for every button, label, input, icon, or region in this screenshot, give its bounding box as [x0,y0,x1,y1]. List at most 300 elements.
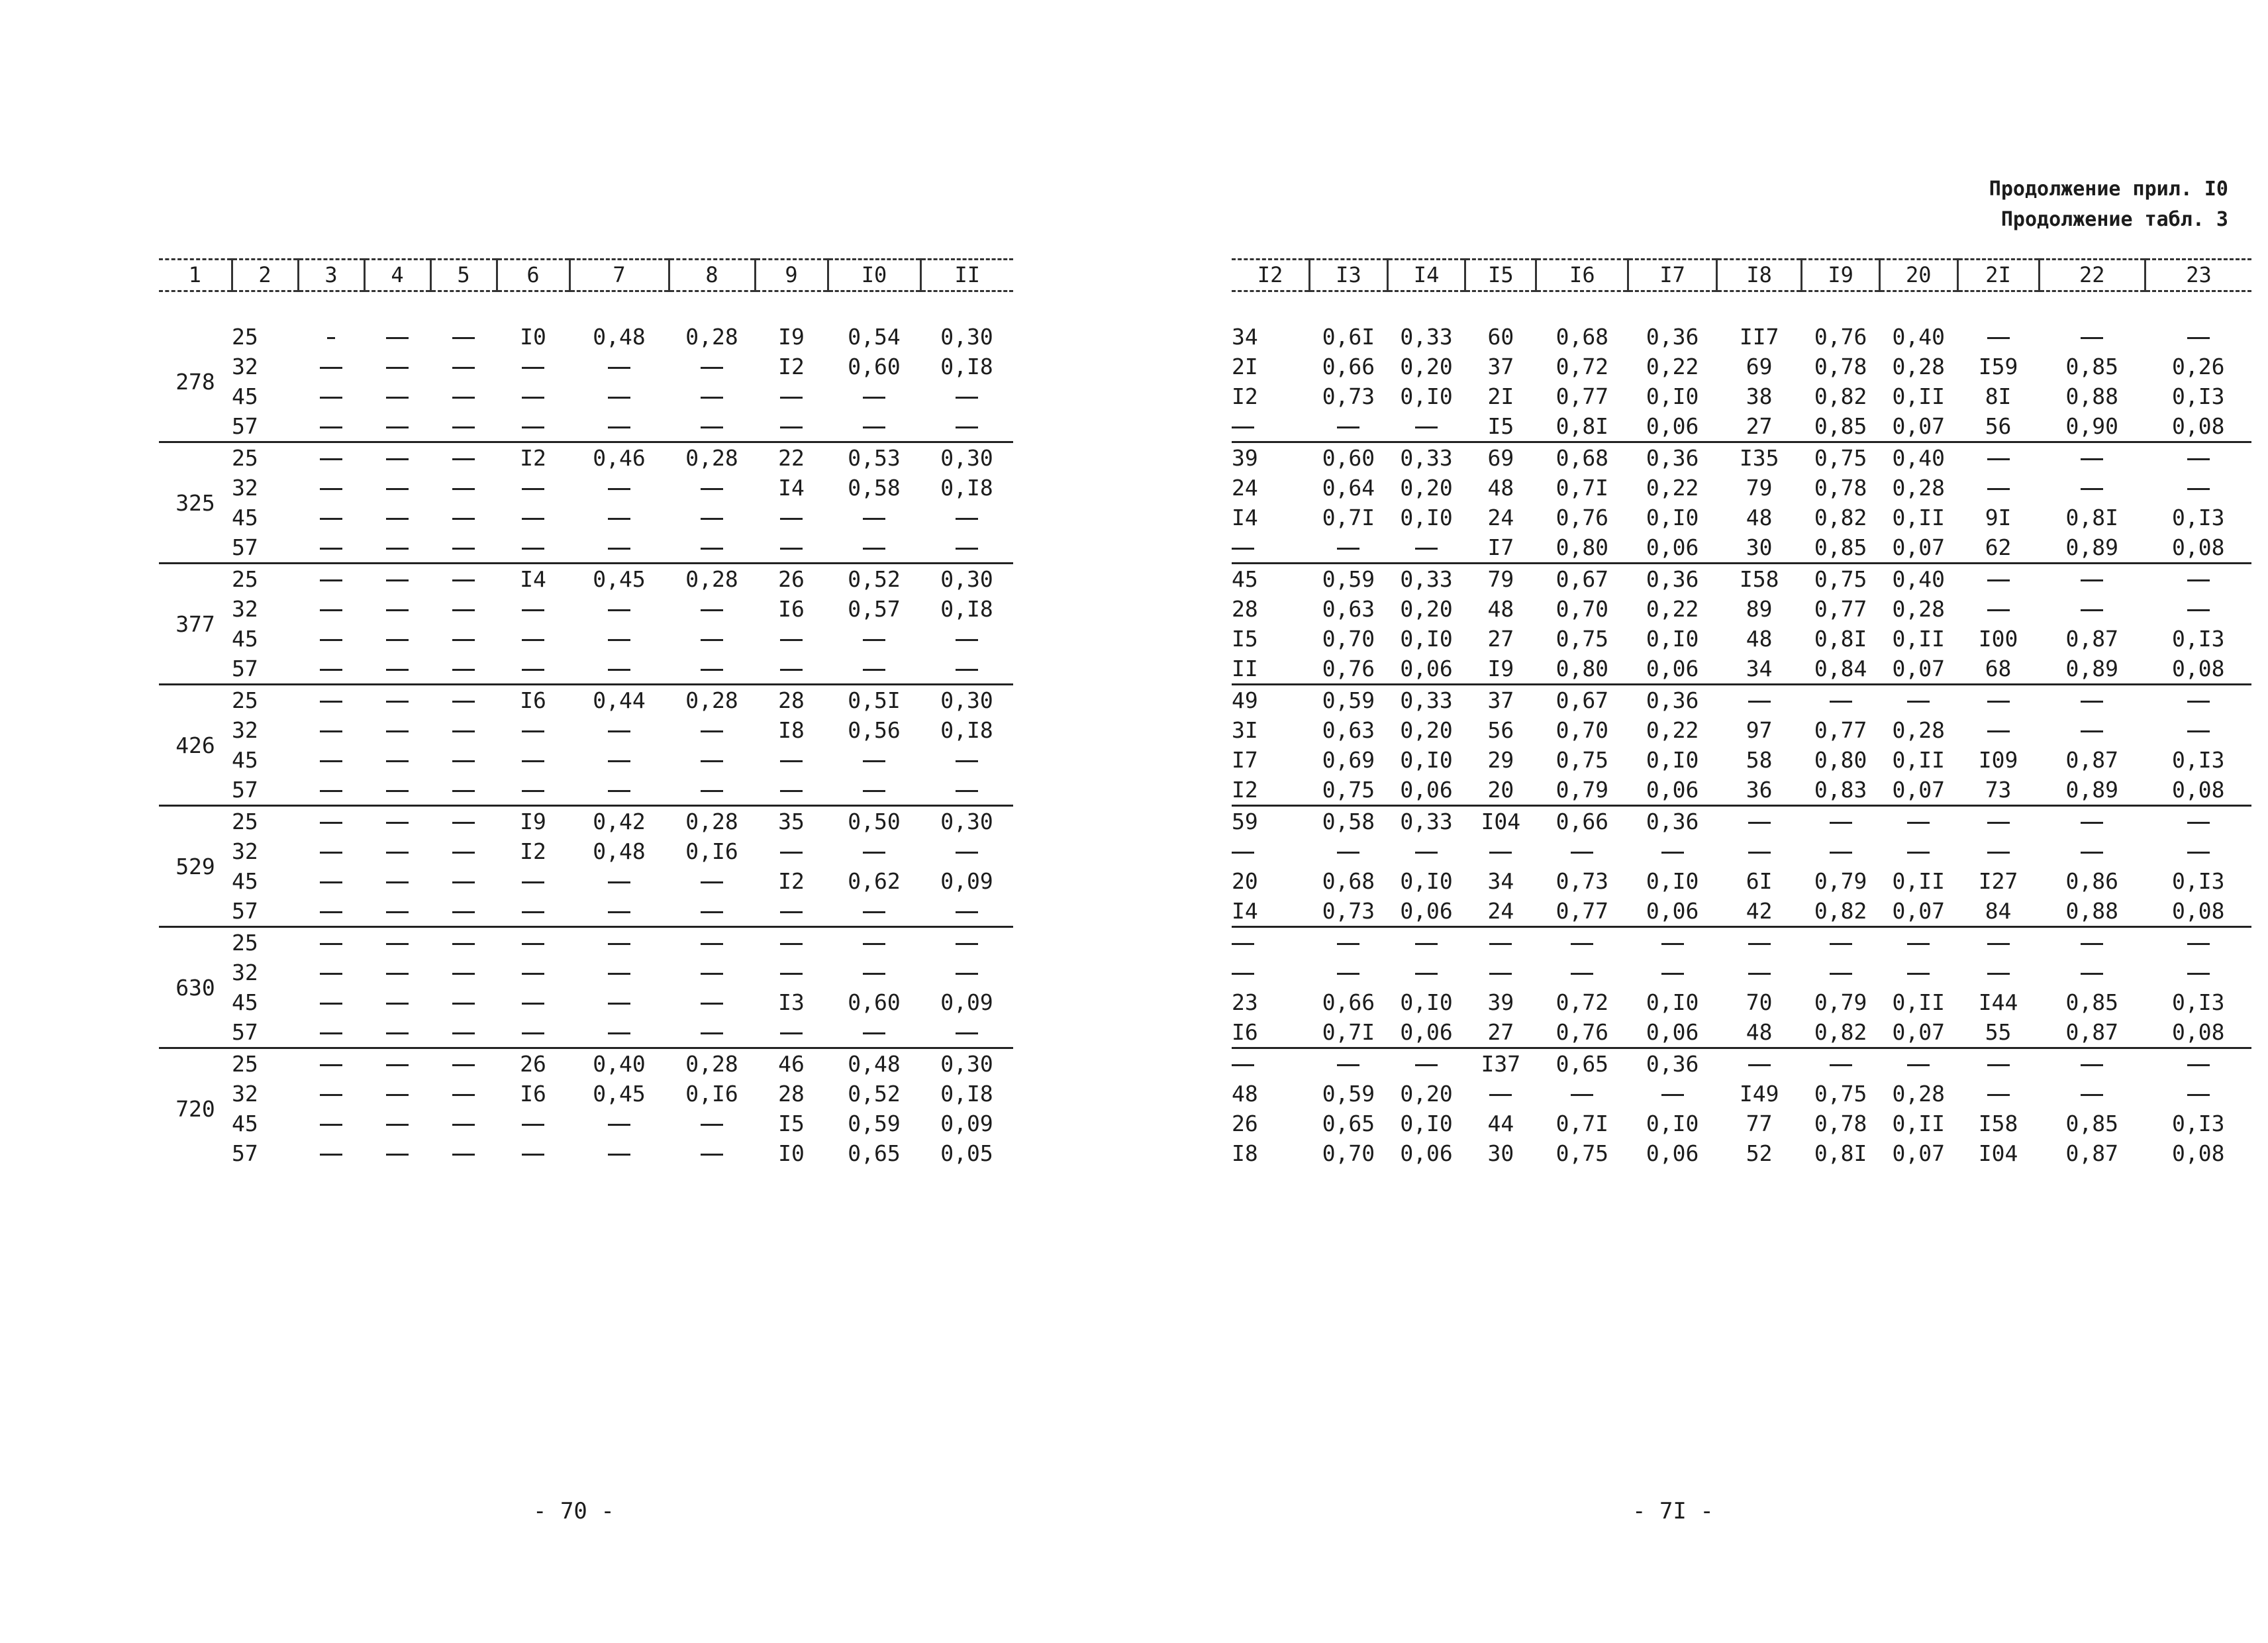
table-cell: 0,I0 [1646,626,1699,652]
page-number: - 70 - [533,1498,615,1524]
dash-mark [522,426,544,428]
dash-mark [452,548,475,550]
dash-mark [780,943,803,945]
table-cell [920,381,1013,411]
table-cell: 46 [755,1048,828,1079]
column-header: 2I [1957,260,2039,291]
table-cell [364,715,430,745]
page-number: - 7I - [1632,1498,1714,1524]
table-cell: 0,64 [1322,475,1375,501]
dash-mark [2187,579,2210,581]
dash-mark [2081,609,2103,611]
dash-mark [1748,822,1771,824]
dash-mark [386,1124,409,1126]
dash-mark [1337,852,1359,854]
table-row [159,473,1013,503]
dash-mark [863,548,885,550]
dash-mark [1232,943,1254,945]
table-row [1232,564,2251,595]
table-cell: 36 [1746,777,1773,803]
dash-mark [701,1124,723,1126]
left-header-row [159,260,1013,291]
dash-mark [320,1124,342,1126]
dash-mark [701,426,723,428]
table-cell: 0,52 [848,1081,901,1107]
table-cell [569,381,669,411]
table-cell [2039,836,2145,866]
column-header: 23 [2145,260,2251,291]
table-cell [2145,715,2251,745]
table-cell: 0,60 [1310,442,1388,473]
table-cell: 0,I3 [2171,626,2225,652]
table-cell [1387,411,1465,442]
table-cell: 0,40 [1879,442,1957,473]
table-cell: 35 [755,806,828,837]
table-cell [364,594,430,624]
dash-mark [1830,701,1852,703]
table-row [1232,473,2251,503]
table-cell [1465,927,1536,958]
dash-mark [320,367,342,369]
table-cell: 0,I0 [1646,989,1699,1015]
dash-mark [386,911,409,913]
table-cell [1957,958,2039,987]
table-cell: 0,I0 [1400,868,1453,894]
table-cell: 0,I0 [1646,747,1699,773]
dash-mark [386,852,409,854]
table-cell [2145,927,2251,958]
dash-mark [320,669,342,671]
dash-mark [956,426,978,428]
table-cell [430,564,497,595]
table-cell: 0,78 [1814,1111,1867,1136]
table-row [1232,866,2251,896]
table-cell [430,624,497,654]
table-cell [2039,564,2145,595]
table-cell [298,1138,364,1168]
table-cell: 0,07 [1892,656,1945,681]
dash-mark [956,973,978,975]
dash-mark [452,1124,475,1126]
diameter-label: 720 [159,1048,232,1169]
table-row [1232,624,2251,654]
dash-mark [386,669,409,671]
table-cell: 9I [1985,505,2012,530]
table-cell: 0,20 [1400,1081,1453,1107]
dash-mark [1748,973,1771,975]
dash-mark [956,639,978,641]
table-cell: 0,85 [2065,354,2118,379]
table-cell: 0,36 [1628,1048,1717,1079]
table-cell: 0,48 [593,838,646,864]
dash-mark [386,579,409,581]
table-row [1232,806,2251,837]
table-cell [1628,1079,1717,1109]
dash-mark [1987,609,2010,611]
dash-mark [701,1154,723,1156]
table-cell [669,411,755,442]
table-cell: 0,76 [1555,1019,1609,1045]
table-cell: 0,89 [2065,656,2118,681]
table-cell [828,775,920,806]
dash-mark [780,397,803,399]
table-cell [828,958,920,987]
dash-mark [386,790,409,792]
table-cell: 49 [1232,685,1310,716]
table-cell: I49 [1739,1081,1779,1107]
dash-mark [386,1094,409,1096]
dash-mark [452,973,475,975]
table-cell: 0,36 [1628,685,1717,716]
table-cell: I5 [1232,626,1258,652]
dash-mark [701,730,723,732]
table-cell: I27 [1978,868,2018,894]
table-cell: 0,45 [593,1081,646,1107]
dash-mark [863,518,885,520]
table-cell: 57 [232,777,258,803]
dash-mark [522,397,544,399]
table-cell: 0,33 [1387,564,1465,595]
table-cell: 0,II [1892,989,1945,1015]
dash-mark [1232,852,1254,854]
spacer-cell [1232,291,2251,323]
table-cell: 0,90 [2065,413,2118,439]
table-cell [1957,1048,2039,1079]
table-cell: 3I [1232,717,1258,743]
table-cell [828,745,920,775]
table-cell: 0,76 [1814,324,1867,350]
table-cell: 0,06 [1400,1019,1453,1045]
table-cell: 0,63 [1322,717,1375,743]
table-cell [755,927,828,958]
dash-mark [320,579,342,581]
table-cell: 0,II [1892,868,1945,894]
table-cell: 0,68 [1536,442,1628,473]
table-row [159,411,1013,442]
table-row [159,836,1013,866]
dash-mark [1415,426,1438,428]
dash-mark [320,973,342,975]
column-header: II [920,260,1013,291]
column-header: I7 [1628,260,1717,291]
table-cell: 0,28 [669,564,755,595]
table-cell: 0,46 [569,442,669,473]
table-cell [1717,1048,1802,1079]
table-cell [298,987,364,1017]
table-cell: 45 [232,868,258,894]
table-cell: 0,I8 [940,596,993,622]
table-cell [1717,806,1802,837]
table-cell: 0,60 [848,354,901,379]
table-cell [569,473,669,503]
table-cell [828,624,920,654]
table-cell [430,927,497,958]
dash-mark [452,337,475,339]
table-cell [1802,836,1880,866]
table-cell [2039,1048,2145,1079]
table-cell: 55 [1985,1019,2012,1045]
table-cell: 77 [1746,1111,1773,1136]
table-cell [920,624,1013,654]
dash-mark [608,548,630,550]
table-cell [364,896,430,927]
table-row [1232,411,2251,442]
dash-mark [522,609,544,611]
table-cell: 0,68 [1322,868,1375,894]
table-cell [430,685,497,716]
table-cell: I4 [778,475,805,501]
table-cell: 32 [232,1081,258,1107]
table-cell [755,411,828,442]
table-cell [1310,1048,1388,1079]
dash-mark [956,548,978,550]
table-cell: 79 [1746,475,1773,501]
table-cell [430,1138,497,1168]
table-cell [1957,564,2039,595]
dash-mark [320,518,342,520]
table-row [1232,442,2251,473]
table-cell [1465,836,1536,866]
table-cell [298,442,364,473]
table-cell: 27 [1746,413,1773,439]
table-cell: 57 [232,413,258,439]
table-cell [497,1109,569,1138]
dash-mark [1987,458,2010,460]
table-cell [920,927,1013,958]
table-cell [364,654,430,685]
table-row [159,564,1013,595]
dash-mark [386,639,409,641]
table-cell [364,806,430,837]
dash-mark [701,518,723,520]
table-cell: 0,36 [1628,442,1717,473]
dash-mark [863,639,885,641]
table-cell: 0,I0 [1646,383,1699,409]
table-cell: 57 [232,1019,258,1045]
table-cell: 0,69 [1322,747,1375,773]
table-cell: 0,II [1892,626,1945,652]
dash-mark [2081,943,2103,945]
table-cell: 0,28 [1892,475,1945,501]
table-cell: I2 [778,868,805,894]
table-cell: 27 [1487,1019,1514,1045]
table-cell [1232,532,1310,564]
table-cell [1232,411,1310,442]
table-row [159,532,1013,564]
table-cell [920,775,1013,806]
table-cell: 0,85 [2065,1111,2118,1136]
table-cell [920,896,1013,927]
table-cell [364,352,430,381]
table-cell: 22 [755,442,828,473]
table-cell: 56 [1487,717,1514,743]
table-cell [569,411,669,442]
dash-mark [320,881,342,883]
table-cell: 0,28 [669,442,755,473]
dash-mark [2187,458,2210,460]
dash-mark [701,1003,723,1005]
dash-mark [1907,1064,1930,1066]
table-cell: I58 [1717,564,1802,595]
dash-mark [452,426,475,428]
dash-mark [780,790,803,792]
table-cell: 0,66 [1322,354,1375,379]
table-row [159,1138,1013,1168]
table-cell: 24 [1487,505,1514,530]
table-row [1232,532,2251,564]
table-row [159,715,1013,745]
table-cell: 0,66 [1322,989,1375,1015]
table-cell: I8 [1232,1140,1258,1166]
dash-mark [452,488,475,490]
table-cell: 26 [755,564,828,595]
table-cell [2039,1079,2145,1109]
table-cell [1957,1079,2039,1109]
table-cell: I8 [778,717,805,743]
table-cell [755,624,828,654]
table-cell: 0,80 [1555,534,1609,560]
table-cell: 27 [1487,626,1514,652]
table-cell: 0,7I [1555,475,1609,501]
table-cell: 0,85 [1814,534,1867,560]
table-cell: 0,48 [828,1048,920,1079]
table-cell: 0,8I [2065,505,2118,530]
dash-mark [522,639,544,641]
dash-mark [1571,973,1593,975]
dash-mark [863,1032,885,1034]
dash-mark [780,669,803,671]
dash-mark [1748,852,1771,854]
dash-mark [386,1003,409,1005]
table-cell: 32 [232,960,258,985]
table-row [1232,503,2251,532]
dash-mark [386,458,409,460]
dash-mark [1415,973,1438,975]
table-cell: 0,22 [1646,354,1699,379]
dash-mark [1830,822,1852,824]
table-cell: 0,88 [2065,898,2118,924]
dash-mark [863,426,885,428]
table-cell [430,806,497,837]
table-cell: I3 [778,989,805,1015]
dash-mark [1661,852,1684,854]
table-cell: 0,70 [1322,626,1375,652]
dash-mark [1987,579,2010,581]
table-cell [920,745,1013,775]
dash-mark [1748,701,1771,703]
table-cell [1232,958,1310,987]
dash-mark [320,852,342,854]
table-cell [569,1017,669,1048]
table-cell: 0,I0 [1400,747,1453,773]
dash-mark [1571,1094,1593,1096]
dash-mark [452,881,475,883]
table-cell [298,1079,364,1109]
table-cell: 0,52 [828,564,920,595]
table-cell: 0,28 [1892,1081,1945,1107]
dash-mark [608,609,630,611]
dash-mark [956,669,978,671]
dash-mark [320,730,342,732]
table-cell [1717,685,1802,716]
table-cell: 23 [1232,989,1258,1015]
table-cell [364,1109,430,1138]
table-cell: 28 [1232,596,1258,622]
table-cell [430,503,497,532]
table-cell [430,322,497,352]
dash-mark [701,790,723,792]
table-cell: 68 [1985,656,2012,681]
table-cell: 32 [232,475,258,501]
column-header: I8 [1717,260,1802,291]
table-cell: 0,75 [1802,442,1880,473]
dash-mark [2187,973,2210,975]
table-cell: 28 [778,1081,805,1107]
table-cell: 0,08 [2171,413,2225,439]
dash-mark [2081,579,2103,581]
table-cell: I04 [1978,1140,2018,1166]
table-cell [1310,411,1388,442]
dash-mark [1337,548,1359,550]
table-cell: 0,I0 [1400,383,1453,409]
table-cell: 0,I3 [2171,747,2225,773]
table-cell [1957,594,2039,624]
table-cell: 25 [232,324,258,350]
table-cell: 24 [1487,898,1514,924]
table-cell: 0,77 [1814,717,1867,743]
table-cell: 25 [232,806,298,837]
table-cell [1310,927,1388,958]
table-cell [569,1109,669,1138]
table-cell: 25 [232,1048,298,1079]
table-cell: I6 [520,1081,546,1107]
table-cell: 0,I0 [1400,505,1453,530]
dash-mark [608,669,630,671]
table-cell: 0,I0 [1646,868,1699,894]
table-cell [430,1079,497,1109]
dash-mark [863,973,885,975]
table-cell [298,1048,364,1079]
table-cell [569,532,669,564]
table-cell [364,503,430,532]
dash-mark [2187,609,2210,611]
table-cell: 0,I8 [940,1081,993,1107]
table-cell: 0,I0 [1400,989,1453,1015]
dash-mark [956,760,978,762]
table-cell: 0,79 [1814,989,1867,1015]
table-cell: I4 [497,564,569,595]
dash-mark [701,639,723,641]
table-cell [920,503,1013,532]
table-cell: 0,75 [1814,1081,1867,1107]
table-cell [2039,806,2145,837]
dash-mark [1907,852,1930,854]
table-cell [430,745,497,775]
dash-mark [452,518,475,520]
table-cell: 0,06 [1646,1140,1699,1166]
dash-mark [780,1032,803,1034]
dash-mark [1907,943,1930,945]
dash-mark [2081,822,2103,824]
dash-mark [956,518,978,520]
table-cell [569,715,669,745]
table-cell [298,503,364,532]
table-cell [569,896,669,927]
dash-mark [1987,701,2010,703]
table-cell [430,442,497,473]
dash-mark [608,881,630,883]
table-cell: 0,33 [1387,806,1465,837]
